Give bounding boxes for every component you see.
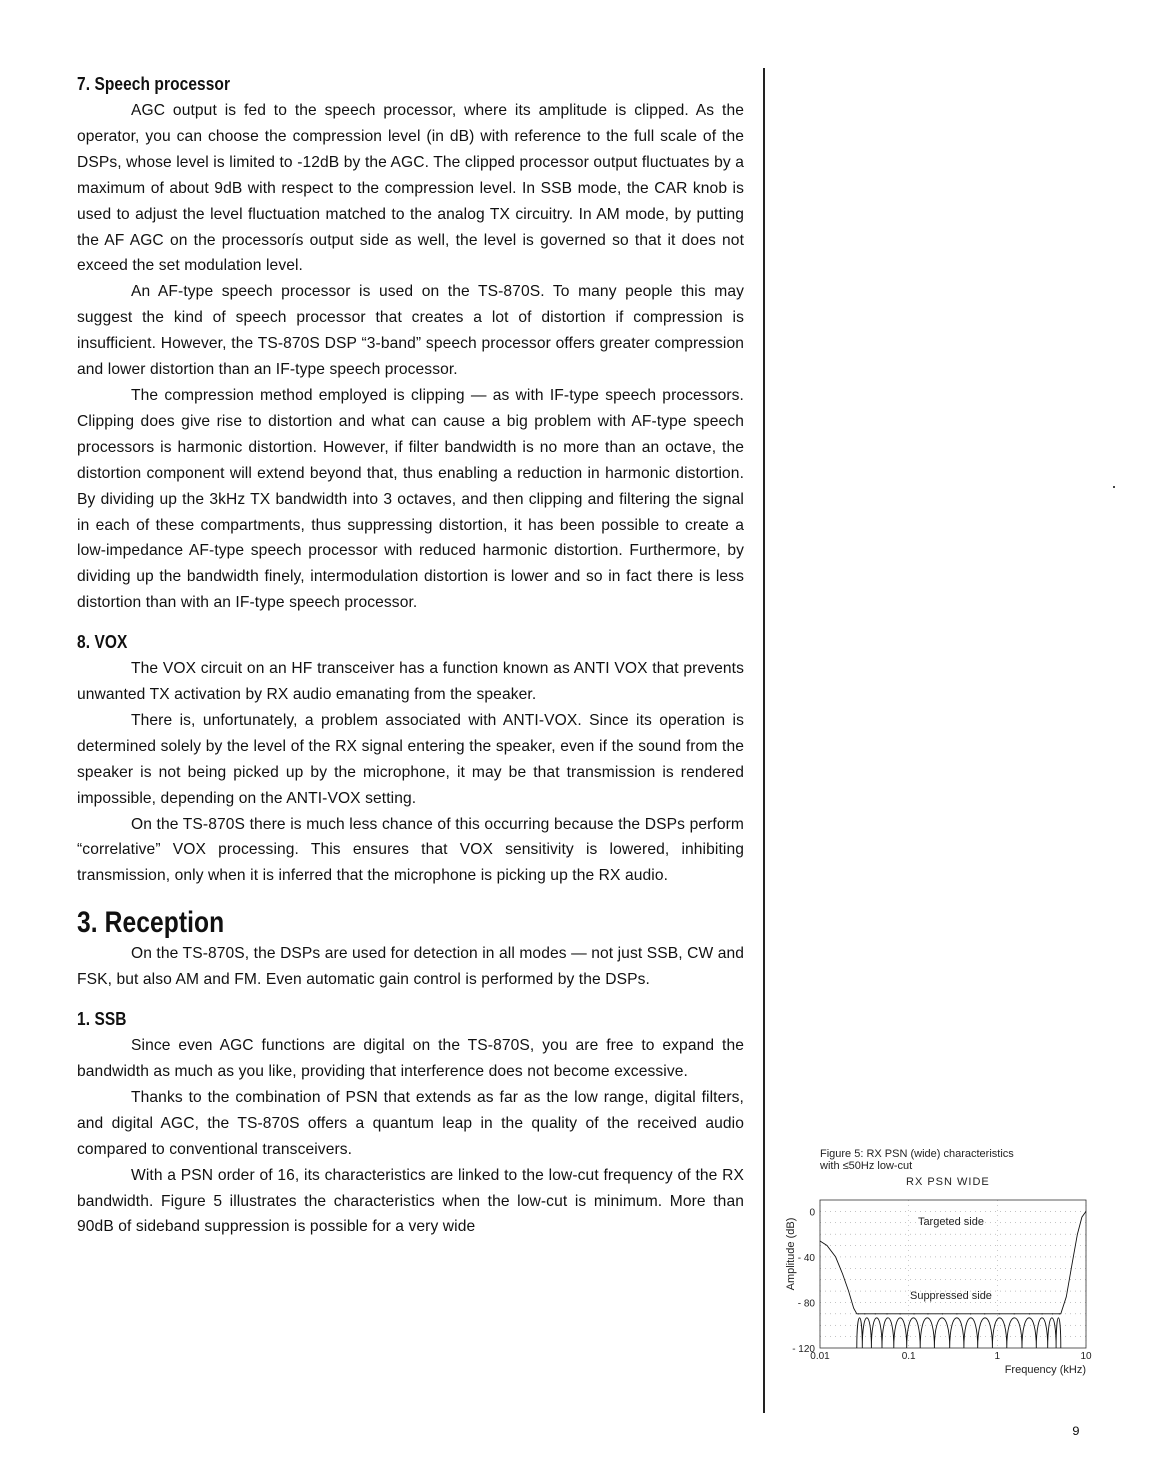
- ripple-peak-point: [1029, 1313, 1030, 1314]
- series-line-suppressed: [857, 1318, 1061, 1348]
- x-tick-label: 0.1: [901, 1351, 916, 1362]
- paragraph: AGC output is fed to the speech processor, where its amplitude is clipped. As the operator, you can choose the compression level (in dB) with reference to the full scale of the DSPs, whose level is limited to -12dB by the AGC. The clipped processor output fluctuates by a maximum of about 9dB with respect to the compression level. In SSB mode, the CAR knob is used to adjust the level fluctuation matched to the analog TX circuitry. In AM mode, by putting the AF AGC on the processorís output side as well, the level is governed so that it does not exceed the set modulation level.: [77, 102, 744, 275]
- ripple-peak-point: [913, 1313, 914, 1314]
- chart-series: [820, 1211, 1086, 1348]
- heading-vox: 8. VOX: [77, 632, 128, 653]
- ripple-peak-point: [886, 1313, 887, 1314]
- psn-chart: [778, 1148, 1098, 1388]
- ripple-peak-point: [864, 1313, 865, 1314]
- chart-labels: [785, 1207, 1092, 1376]
- ripple-peak-point: [1042, 1313, 1043, 1314]
- ripple-peak-point: [927, 1313, 928, 1314]
- paragraph: Thanks to the combination of PSN that extends as far as the low range, digital filters, and digital AGC, the TS-870S offers a quantum leap in the quality of the received audio compared to conventional transceivers.: [77, 1088, 744, 1158]
- x-tick-label: 10: [1080, 1351, 1092, 1362]
- paragraph: The compression method employed is clipping — as with IF-type speech processors. Clipping does give rise to distortion and what can cause a big problem with AF-type speech processors is harmonic distortion. However, if filter bandwidth is no more than an octave, the distortion component will extend beyond that, thus enabling a reduction in harmonic distortion. By dividing up the 3kHz TX bandwidth into 3 octaves, and then clipping and filtering the signal in each of these compartments, thus suppressing distortion, it has been possible to create a low-impedance AF-type speech processor with reduced harmonic distortion. Furthermore, by dividing up the bandwidth finely, intermodulation distortion is lower and so in fact there is less distortion than with an IF-type speech processor.: [77, 386, 744, 612]
- paragraph: There is, unfortunately, a problem associated with ANTI-VOX. Since its operation is determined solely by the level of the RX signal entering the speaker, even if the sound from the speaker is not being picked up by the microphone, it may be that transmission is rendered impossible, depending on the ANTI-VOX setting.: [77, 711, 744, 807]
- scan-speck: [1113, 486, 1115, 488]
- heading-speech-processor: 7. Speech processor: [77, 74, 231, 94]
- y-tick-label: - 40: [797, 1252, 815, 1264]
- page-number: 9: [1072, 1424, 1080, 1439]
- column-divider: [763, 68, 765, 1413]
- ripple-peak-point: [875, 1313, 876, 1314]
- y-tick-label: 0: [809, 1207, 815, 1219]
- figure-caption-line1: Figure 5: RX PSN (wide) characteristics: [820, 1148, 1014, 1160]
- ripple-peak-point: [1052, 1313, 1053, 1314]
- x-axis-label: Frequency (kHz): [1004, 1364, 1086, 1376]
- paragraph: Since even AGC functions are digital on the TS-870S, you are free to expand the bandwidth as much as you like, providing that interference does not become excessive.: [77, 1037, 744, 1080]
- figure-5: [778, 1148, 1098, 1388]
- ripple-peak-point: [1014, 1313, 1015, 1314]
- ripple-peak-point: [1059, 1313, 1060, 1314]
- x-tick-label: 1: [994, 1351, 1001, 1362]
- chart-title: RX PSN WIDE: [906, 1176, 990, 1188]
- y-tick-label: - 80: [797, 1298, 815, 1310]
- text-column: [77, 70, 744, 1240]
- y-axis-label: Amplitude (dB): [785, 1217, 797, 1291]
- ripple-peak-point: [956, 1313, 957, 1314]
- heading-reception: 3. Reception: [77, 906, 225, 940]
- annotation-targeted-side: Targeted side: [917, 1216, 984, 1229]
- y-tick-label: - 120: [792, 1344, 815, 1355]
- x-tick-label: 0.01: [810, 1351, 830, 1362]
- heading-ssb: 1. SSB: [77, 1009, 127, 1030]
- ripple-peak-point: [899, 1313, 900, 1314]
- ripple-peak-point: [984, 1313, 985, 1314]
- ripple-peak-point: [970, 1313, 971, 1314]
- paragraph: On the TS-870S there is much less chance of this occurring because the DSPs perform “correlative” VOX processing. This ensures that VOX sensitivity is lowered, inhibiting transmission, only when it is inferred that the microphone is picking up the RX audio.: [77, 815, 744, 885]
- ripple-peak-point: [942, 1313, 943, 1314]
- paragraph: On the TS-870S, the DSPs are used for detection in all modes — not just SSB, CW and FSK, but also AM and FM. Even automatic gain control is performed by the DSPs.: [77, 945, 745, 989]
- figure-caption-line2: with ≤50Hz low-cut: [820, 1160, 913, 1172]
- paragraph: The VOX circuit on an HF transceiver has a function known as ANTI VOX that prevents unwanted TX activation by RX audio emanating from the speaker.: [77, 660, 744, 704]
- ripple-peak-point: [999, 1313, 1000, 1314]
- paragraph: With a PSN order of 16, its characteristics are linked to the low-cut frequency of the RX bandwidth. Figure 5 illustrates the characteristics when the low-cut is minimum. More than 90dB of sideband suppression is possible for a very wide: [77, 1166, 744, 1236]
- ripple-peak-point: [858, 1313, 859, 1314]
- paragraph: An AF-type speech processor is used on the TS-870S. To many people this may suggest the kind of speech processor that creates a lot of distortion if compression is insufficient. However, the TS-870S DSP “3-band” speech processor offers greater compression and lower distortion than an IF-type speech processor.: [77, 283, 744, 379]
- annotation-suppressed-side: Suppressed side: [909, 1290, 992, 1303]
